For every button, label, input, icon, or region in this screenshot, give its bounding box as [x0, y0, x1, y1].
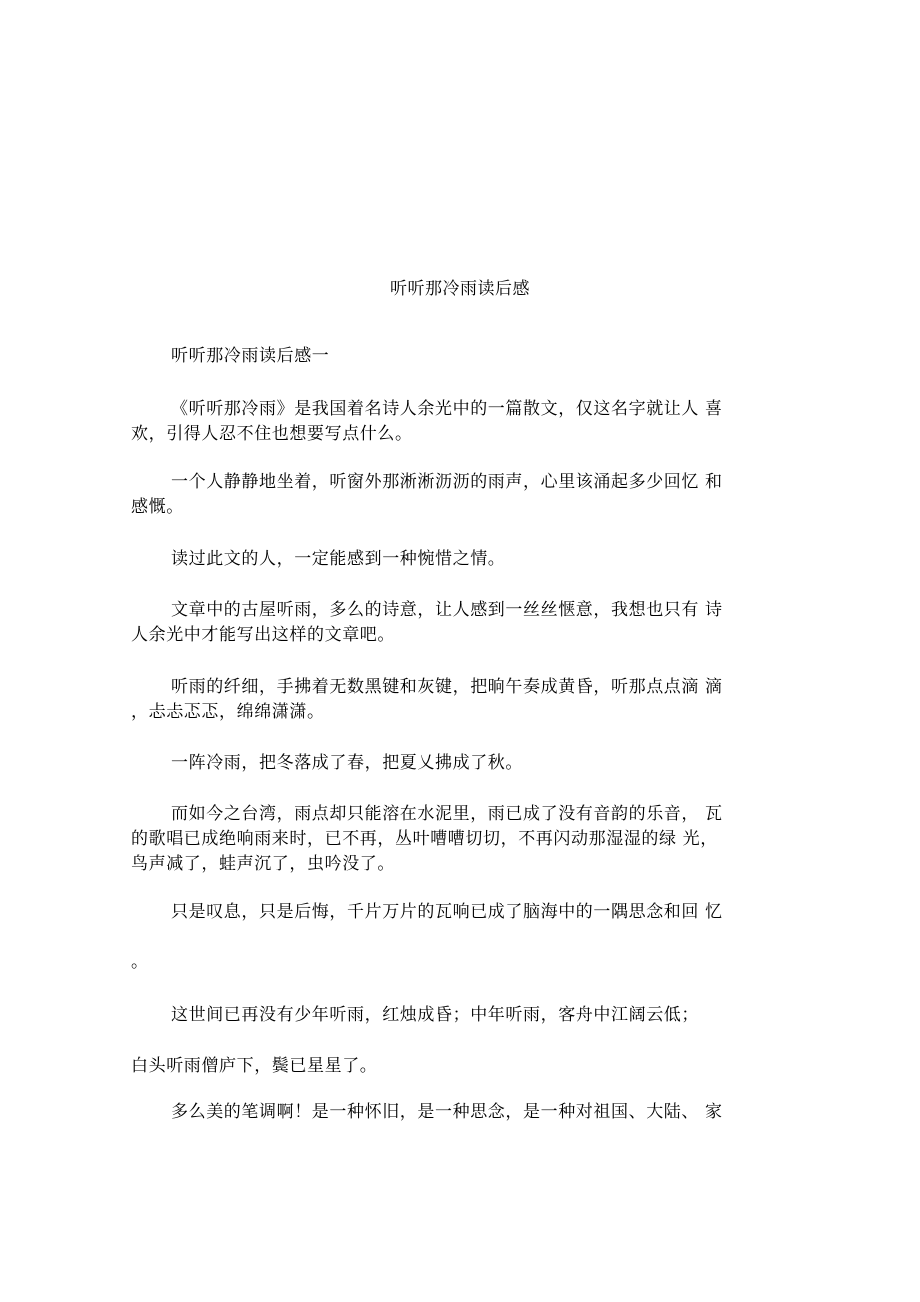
- paragraph-line: 欢，引得人忍不住也想要写点什么。: [131, 424, 413, 444]
- paragraph-8: [131, 900, 791, 925]
- paragraph-9: [131, 950, 791, 975]
- paragraph-line: 读过此文的人，一定能感到一种惋惜之情。: [171, 549, 506, 569]
- paragraph-line: 而如今之台湾，雨点却只能溶在水泥里，雨已成了没有音韵的乐音， 瓦: [171, 804, 723, 824]
- paragraph-line: 多么美的笔调啊！是一种怀旧，是一种思念，是一种对祖国、大陆、 家: [171, 1102, 723, 1122]
- paragraph-line: 只是叹息，只是后悔，千片万片的瓦响已成了脑海中的一隅思念和回 忆: [171, 902, 723, 922]
- paragraph-3: [131, 547, 791, 572]
- paragraph-line: 鸟声减了，蛙声沉了，虫吟没了。: [131, 854, 395, 874]
- document-title: 听听那冷雨读后感: [390, 279, 530, 299]
- paragraph-line: 白头听雨僧庐下，鬓已星星了。: [131, 1056, 378, 1076]
- paragraph-line: 这世间已再没有少年听雨，红烛成昏；中年听雨，客舟中江阔云低；: [171, 1005, 699, 1025]
- paragraph-5: [131, 675, 791, 725]
- paragraph-line: 文章中的古屋听雨，多么的诗意，让人感到一丝丝惬意，我想也只有 诗: [171, 600, 723, 620]
- paragraph-line: 《听听那冷雨》是我国着名诗人余光中的一篇散文，仅这名字就让人 喜: [171, 399, 723, 419]
- document-subtitle: [131, 344, 791, 369]
- paragraph-7: [131, 802, 791, 877]
- paragraph-line: 人余光中才能写出这样的文章吧。: [131, 625, 395, 645]
- paragraph-6: [131, 751, 791, 776]
- paragraph-4: [131, 598, 791, 648]
- paragraph-line: 的歌唱已成绝响雨来时，已不再，丛叶嘈嘈切切，不再闪动那湿湿的绿 光，: [131, 829, 718, 849]
- paragraph-10: [131, 1003, 791, 1028]
- paragraph-line: 一阵冷雨，把冬落成了春，把夏乂拂成了秋。: [171, 753, 523, 773]
- paragraph-line: 。: [131, 952, 149, 972]
- paragraph-12: [131, 1100, 791, 1125]
- paragraph-2: [131, 470, 791, 520]
- paragraph-line: 感慨。: [131, 497, 184, 517]
- paragraph-11: [131, 1054, 791, 1079]
- subtitle-text: 听听那冷雨读后感一: [171, 346, 330, 366]
- paragraph-line: 一个人静静地坐着，听窗外那淅淅沥沥的雨声，心里该涌起多少回忆 和: [171, 472, 723, 492]
- paragraph-line: 听雨的纤细，手拂着无数黑键和灰键，把晌午奏成黄昏，听那点点滴 滴: [171, 677, 723, 697]
- paragraph-line: ，忐忐忑忑，绵绵潇潇。: [131, 702, 325, 722]
- paragraph-1: [131, 397, 791, 447]
